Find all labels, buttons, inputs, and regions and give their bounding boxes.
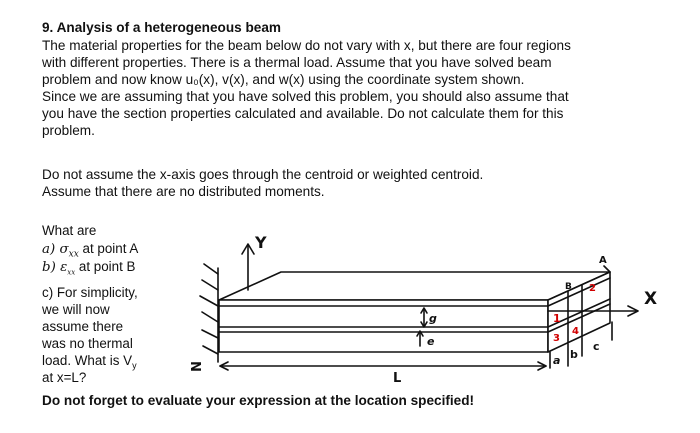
region-1-label: 1	[553, 312, 561, 325]
region-3-label: 3	[553, 333, 560, 344]
questions-intro: What are	[42, 223, 97, 238]
point-b-label: B	[565, 282, 572, 292]
x-axis-label: X	[644, 289, 658, 309]
question-a-prefix: a)	[42, 242, 60, 257]
sigma-symbol: σ	[59, 242, 69, 257]
question-c-line-5-text: load. What is V	[42, 353, 133, 368]
para1-line-1: The material properties for the beam below do not vary with x, but there are four regions	[42, 38, 571, 53]
question-b-text: at point B	[75, 259, 136, 274]
para2-line-2: Assume that there are no distributed moments.	[42, 184, 325, 199]
point-a-leader	[604, 266, 610, 272]
question-c-line-6: at x=L?	[42, 370, 87, 385]
para1-line-2: with different properties. There is a thermal load. Assume that you have solved beam	[42, 55, 552, 70]
wall-hatching	[200, 264, 218, 354]
para1-line-5: you have the section properties calculated and available. Do not calculate them for this	[42, 106, 564, 121]
question-c-line-1: c) For simplicity,	[42, 285, 138, 300]
vy-subscript: y	[132, 360, 137, 371]
beam-front-face	[219, 300, 548, 352]
beam-top-face	[219, 272, 610, 300]
epsilon-symbol: ε	[60, 260, 68, 275]
question-c-line-4: was no thermal	[42, 336, 133, 351]
wall-mark-label: N	[187, 361, 202, 372]
question-c-line-3: assume there	[42, 319, 124, 334]
para2-line-1: Do not assume the x-axis goes through the centroid or weighted centroid.	[42, 167, 484, 182]
length-label: L	[393, 371, 402, 386]
e-label: e	[427, 335, 435, 348]
question-a-text: at point A	[78, 241, 139, 256]
sigma-subscript: xx	[68, 249, 79, 260]
para1-line-3: problem and now know u₀(x), v(x), and w(x) using the coordinate system shown.	[42, 72, 525, 87]
b-label: b	[570, 348, 578, 361]
para1-line-6: problem.	[42, 123, 95, 138]
footer-note: Do not forget to evaluate your expression at the location specified!	[42, 393, 475, 408]
point-a-label: A	[599, 255, 607, 266]
region-4-label: 4	[572, 326, 579, 337]
question-c-line-2: we will now	[42, 302, 110, 317]
epsilon-subscript: xx	[67, 268, 76, 277]
a-label: a	[553, 354, 561, 367]
g-label: g	[429, 312, 437, 325]
problem-title: 9. Analysis of a heterogeneous beam	[42, 20, 281, 35]
c-label: c	[593, 340, 600, 353]
region-2-label: 2	[589, 283, 596, 294]
para1-line-4: Since we are assuming that you have solved this problem, you should also assume that	[42, 89, 569, 104]
y-axis-label: Y	[255, 233, 267, 252]
question-b-prefix: b)	[42, 260, 61, 275]
